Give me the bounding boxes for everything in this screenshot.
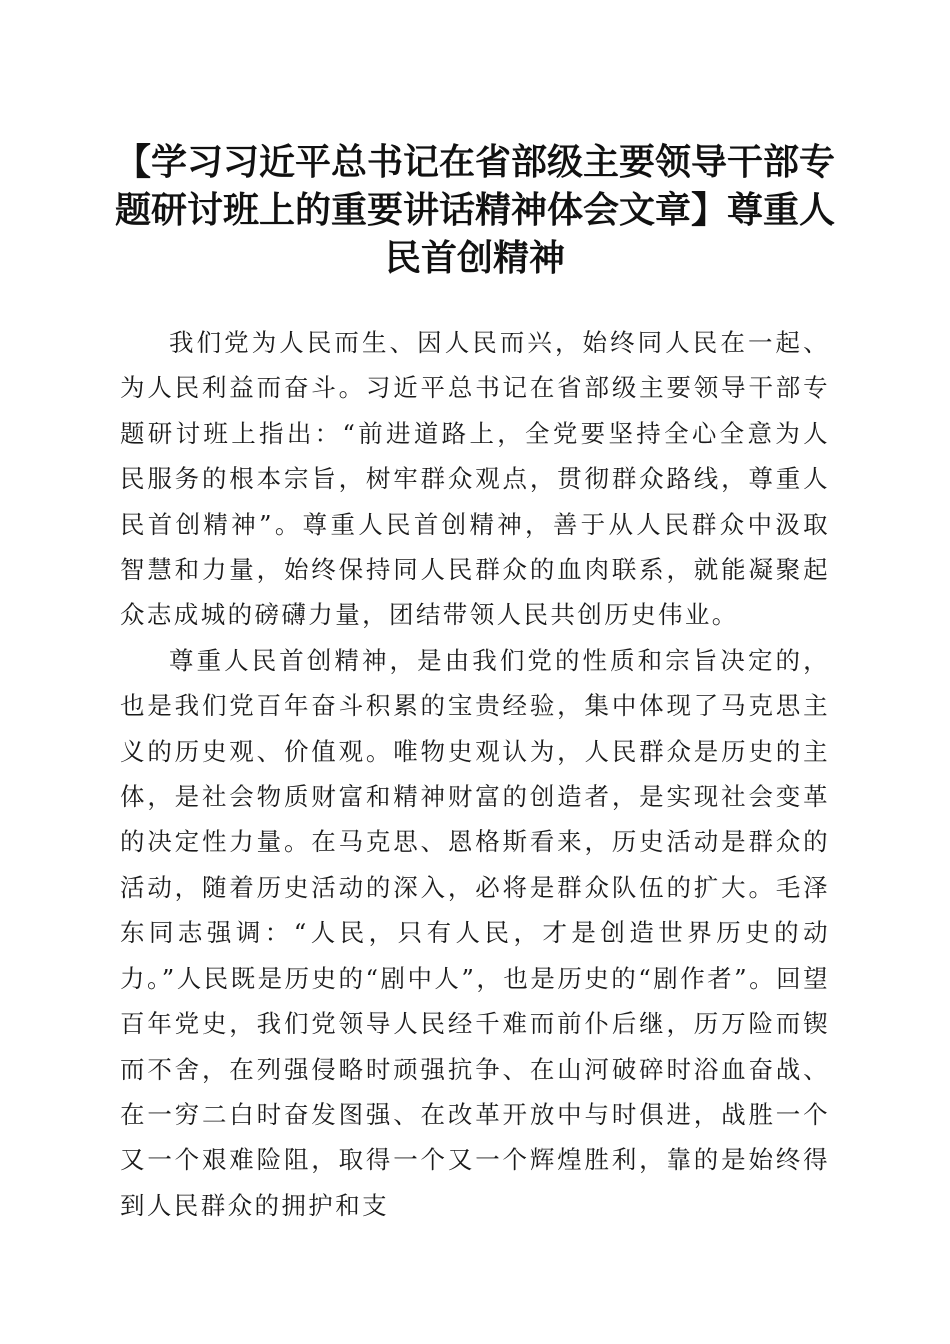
- paragraph-2: 尊重人民首创精神，是由我们党的性质和宗旨决定的，也是我们党百年奋斗积累的宝贵经验，集中体现了马克思主义的历史观、价值观。唯物史观认为，人民群众是历史的主体，是社会物质财富和精神财富的创造者，是实现社会变革的决定性力量。在马克思、恩格斯看来，历史活动是群众的活动，随着历史活动的深入，必将是群众队伍的扩大。毛泽东同志强调：“人民，只有人民，才是创造世界历史的动力。”人民既是历史的“剧中人”，也是历史的“剧作者”。回望百年党史，我们党领导人民经千难而前仆后继，历万险而锲而不舍，在列强侵略时顽强抗争、在山河破碎时浴血奋战、在一穷二白时奋发图强、在改革开放中与时俱进，战胜一个又一个艰难险阻，取得一个又一个辉煌胜利，靠的是始终得到人民群众的拥护和支: [120, 645, 830, 1220]
- paragraph-1: 我们党为人民而生、因人民而兴，始终同人民在一起、为人民利益而奋斗。习近平总书记在省部级主要领导干部专题研讨班上指出：“前进道路上，全党要坚持全心全意为人民服务的根本宗旨，树牢群众观点，贯彻群众路线，尊重人民首创精神”。尊重人民首创精神，善于从人民群众中汲取智慧和力量，始终保持同人民群众的血肉联系，就能凝聚起众志成城的磅礴力量，团结带领人民共创历史伟业。: [120, 328, 830, 630]
- document-title: 【学习习近平总书记在省部级主要领导干部专题研讨班上的重要讲话精神体会文章】尊重人民首创精神: [114, 141, 835, 279]
- document-body: [120, 320, 830, 1228]
